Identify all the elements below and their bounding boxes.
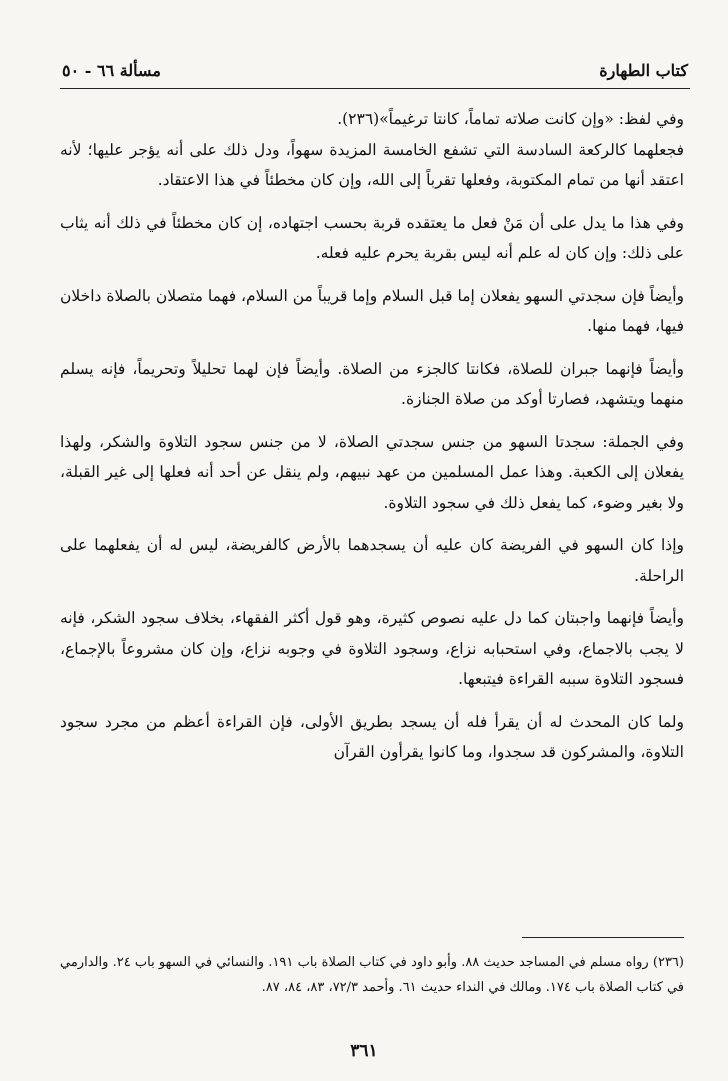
issue-label: مسألة ٦٦ - ٥٠ bbox=[62, 61, 161, 80]
page-number: ٣٦١ bbox=[350, 1041, 378, 1061]
paragraph: وفي الجملة: سجدتا السهو من جنس سجدتي الصلاة، لا من جنس سجود التلاوة والشكر، ولهذا يفعلان إلى الكعبة. وهذا عمل المسلمين من عهد نبيهم، ولم ينقل عن أحد أنه فعلها إلى غير القبلة، ولا بغير وضوء، كما يفعل ذلك في سجود التلاوة. bbox=[60, 432, 684, 512]
footnote: (٢٣٦) رواه مسلم في المساجد حديث ٨٨. وأبو داود في كتاب الصلاة باب ١٩١. والنسائي في السهو باب ٢٤. والدارمي في كتاب الصلاة باب ١٧٤. ومالك في النداء حديث ٦١. وأحمد ٧٢/٣، ٨٣، ٨٤، ٨٧. bbox=[60, 955, 684, 995]
footnote-divider bbox=[522, 937, 684, 938]
book-title: كتاب الطهارة bbox=[599, 61, 688, 80]
paragraph: ولما كان المحدث له أن يقرأ فله أن يسجد بطريق الأولى، فإن القراءة أعظم من مجرد سجود التلاوة، والمشركون قد سجدوا، وما كانوا يقرأون القرآن bbox=[60, 712, 684, 761]
paragraph: وأيضاً فإن سجدتي السهو يفعلان إما قبل السلام وإما قريباً من السلام، فهما متصلان بالصلاة داخلان فيها، فهما منها. bbox=[60, 286, 684, 335]
paragraph: فجعلهما كالركعة السادسة التي تشفع الخامسة المزيدة سهواً، ودل ذلك على أنه يؤجر عليها؛ لأنه اعتقد أنها من تمام المكتوبة، وفعلها تقرباً إلى الله، وإن كان مخطئاً في هذا الاعتقاد. bbox=[60, 140, 684, 189]
body-text bbox=[60, 104, 684, 780]
paragraph: وإذا كان السهو في الفريضة كان عليه أن يسجدهما بالأرض كالفريضة، ليس له أن يفعلهما على الراحلة. bbox=[60, 536, 684, 585]
paragraph: وفي لفظ: «وإن كانت صلاته تماماً، كانتا ترغيماً»(٢٣٦). bbox=[337, 110, 684, 128]
running-header bbox=[62, 54, 688, 80]
paragraph: وفي هذا ما يدل على أن مَنْ فعل ما يعتقده قربة بحسب اجتهاده، إن كان مخطئاً في ذلك أنه يثاب على ذلك: وإن كان له علم أنه ليس بقربة يحرم عليه فعله. bbox=[60, 213, 684, 262]
paragraph: وأيضاً فإنهما واجبتان كما دل عليه نصوص كثيرة، وهو قول أكثر الفقهاء، بخلاف سجود الشكر، فإنه لا يجب بالاجماع، وفي استحبابه نزاع، وسجود التلاوة في وجوبه نزاع، وإن كان مشروعاً بالإجماع، فسجود التلاوة سببه القراءة فيتبعها. bbox=[60, 609, 684, 688]
header-divider bbox=[60, 88, 690, 89]
paragraph: وأيضاً فإنهما جبران للصلاة، فكانتا كالجزء من الصلاة. وأيضاً فإن لهما تحليلاً وتحريماً، فإنه يسلم منهما ويتشهد، فصارتا أوكد من صلاة الجنازة. bbox=[60, 359, 684, 408]
